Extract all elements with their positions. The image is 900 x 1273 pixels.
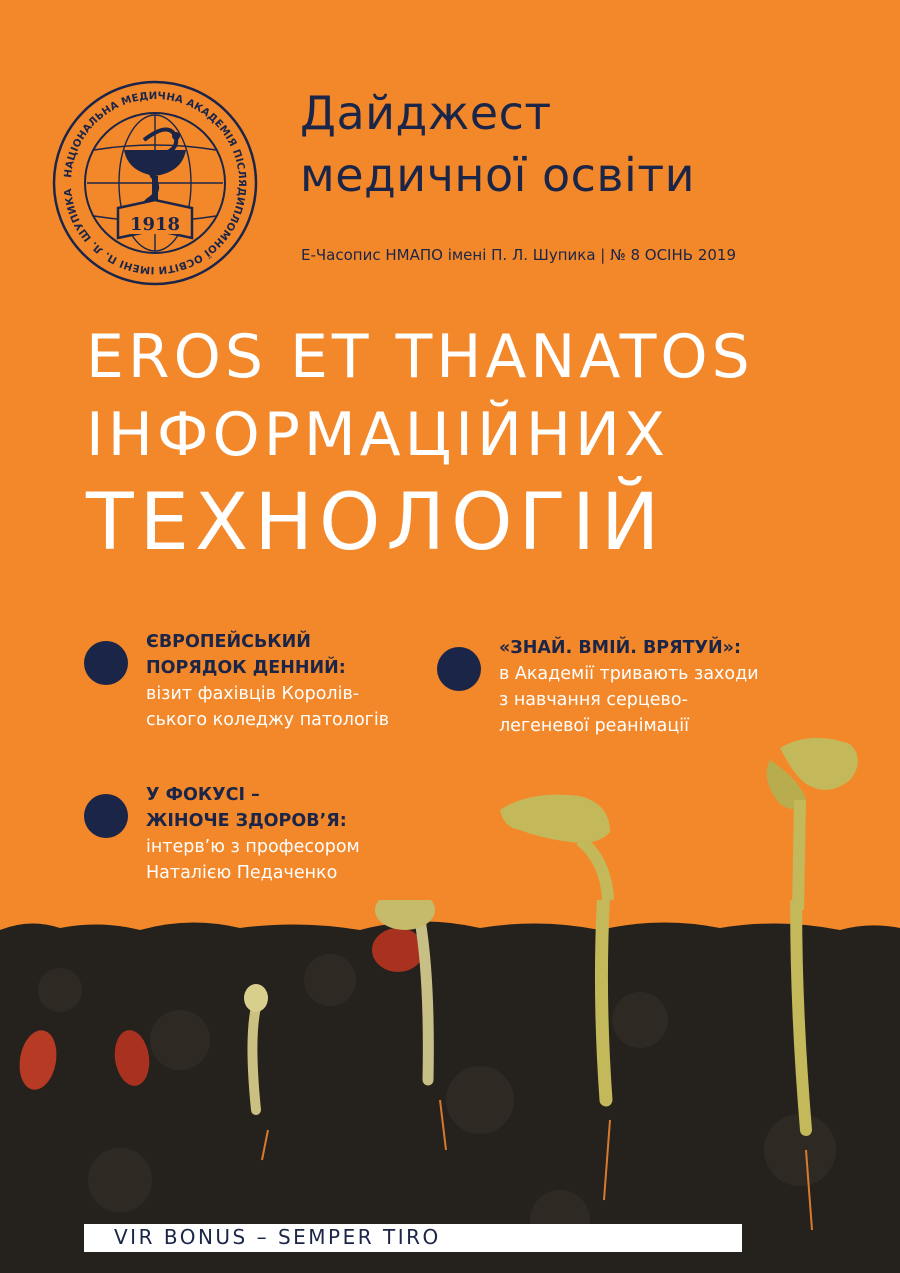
headline-line3: ТЕХНОЛОГІЙ [86, 478, 666, 568]
magazine-title-line1: Дайджест [300, 86, 552, 140]
seedlings-in-soil-illustration [0, 900, 900, 1273]
magazine-title-line2: медичної освіти [300, 148, 696, 202]
magazine-title [300, 82, 695, 206]
teaser-heading: У ФОКУСІ – ЖІНОЧЕ ЗДОРОВ’Я: [146, 785, 347, 831]
motto-bar [84, 1224, 742, 1252]
academy-seal-logo [52, 80, 258, 286]
bullet-dot-icon [437, 647, 481, 691]
bullet-dot-icon [84, 641, 128, 685]
teaser-european-agenda[interactable] [146, 629, 389, 733]
headline-line2: ІНФОРМАЦІЙНИХ [86, 400, 669, 470]
teaser-body: інтерв’ю з професором Наталією Педаченко [146, 837, 360, 883]
logo-ring-text: НАЦІОНАЛЬНА МЕДИЧНА АКАДЕМІЯ ПІСЛЯДИПЛОМНОЇ ОСВІТИ ІМЕНІ П. Л. ШУПИКА [63, 90, 248, 276]
sprout-tops-illustration [480, 720, 880, 910]
headline-line1: EROS ET THANATOS [86, 322, 754, 392]
issue-info: Е-Часопис НМАПО імені П. Л. Шупика | № 8 ОСІНЬ 2019 [301, 246, 736, 264]
teaser-body: візит фахівців Королів- ського коледжу патологів [146, 684, 390, 730]
motto-text: VIR BONUS – SEMPER TIRO [114, 1225, 441, 1249]
teaser-body: в Академії тривають заходи з навчання серцево- легеневої реанімації [499, 664, 759, 736]
teaser-womens-health[interactable] [146, 782, 360, 886]
teaser-heading: «ЗНАЙ. ВМІЙ. ВРЯТУЙ»: [499, 638, 741, 658]
bullet-dot-icon [84, 794, 128, 838]
teaser-heading: ЄВРОПЕЙСЬКИЙ ПОРЯДОК ДЕННИЙ: [146, 632, 346, 678]
logo-year: 1918 [129, 214, 181, 235]
